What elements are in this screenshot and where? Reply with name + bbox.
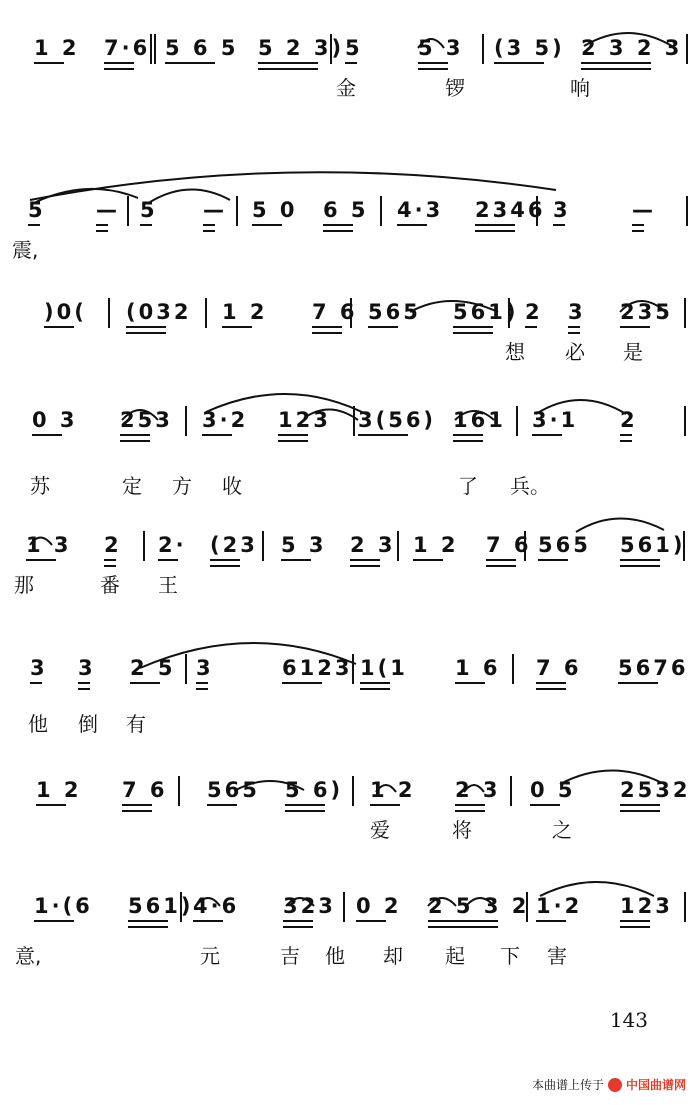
footer-brand: 中国曲谱网 xyxy=(625,1078,686,1092)
note-group: (3 5) xyxy=(494,36,565,60)
duration-underline xyxy=(455,804,485,812)
note-group: 2 3 2 3 xyxy=(581,36,683,60)
bar-line xyxy=(330,34,332,64)
duration-underline xyxy=(202,434,232,436)
note-group: 1 2 xyxy=(222,300,268,324)
note-group: — xyxy=(203,198,227,222)
site-logo-icon xyxy=(608,1078,622,1092)
duration-underline xyxy=(203,224,215,232)
lyric-char: 吉 xyxy=(280,944,300,968)
duration-underline xyxy=(44,326,74,328)
note-group: 5 xyxy=(140,198,158,222)
note-group: 1 2 xyxy=(34,36,80,60)
duration-underline xyxy=(252,224,282,226)
duration-underline xyxy=(78,682,90,690)
duration-underline xyxy=(282,682,322,684)
note-group: 1·(6 xyxy=(34,894,93,918)
lyrics-line xyxy=(0,573,700,603)
bar-line xyxy=(683,531,685,561)
duration-underline xyxy=(530,804,560,806)
duration-underline xyxy=(210,559,240,567)
lyric-char: 那 xyxy=(14,573,34,597)
lyrics-line xyxy=(0,474,700,504)
duration-underline xyxy=(34,62,64,64)
lyric-char: 必 xyxy=(565,340,585,364)
lyric-char: 之 xyxy=(552,818,572,842)
slur xyxy=(576,518,664,532)
note-group: 235 xyxy=(620,300,673,324)
duration-underline xyxy=(323,224,353,232)
note-group: 5 3 xyxy=(281,533,327,557)
note-group: 561) xyxy=(128,894,194,918)
note-group: 5 0 xyxy=(252,198,298,222)
duration-underline xyxy=(532,434,562,436)
lyrics-line xyxy=(0,340,700,370)
duration-underline xyxy=(120,434,150,442)
bar-line xyxy=(536,196,538,226)
duration-underline xyxy=(620,920,650,928)
note-group: 5 xyxy=(28,198,46,222)
bar-line xyxy=(352,654,354,684)
bar-line xyxy=(352,776,354,806)
lyric-char: 将 xyxy=(452,818,472,842)
page-number: 143 xyxy=(609,1008,648,1032)
lyric-char: 震, xyxy=(12,238,39,262)
note-group: 161 xyxy=(453,408,506,432)
note-group: 2532 xyxy=(620,778,691,802)
lyric-char: 收 xyxy=(222,474,242,498)
note-group: 253 xyxy=(120,408,173,432)
note-group: 3 xyxy=(78,656,96,680)
footer-watermark xyxy=(532,1076,686,1093)
bar-line xyxy=(510,776,512,806)
lyric-char: 却 xyxy=(383,944,403,968)
duration-underline xyxy=(126,326,166,334)
note-group: 3 xyxy=(30,656,48,680)
bar-line xyxy=(154,34,156,64)
duration-underline xyxy=(285,804,325,812)
note-group: 7 6 xyxy=(122,778,168,802)
note-group: 565 xyxy=(538,533,591,557)
duration-underline xyxy=(281,559,311,561)
duration-underline xyxy=(283,920,313,928)
bar-line xyxy=(526,892,528,922)
lyric-char: 响 xyxy=(570,76,590,100)
note-group: 1 2 xyxy=(413,533,459,557)
note-group: 3·1 xyxy=(532,408,579,432)
duration-underline xyxy=(618,682,658,684)
note-group: 0 5 xyxy=(530,778,576,802)
note-group: 3(56) xyxy=(358,408,437,432)
duration-underline xyxy=(104,559,116,567)
bar-line xyxy=(185,654,187,684)
note-group: 5 6) xyxy=(285,778,344,802)
duration-underline xyxy=(581,62,651,70)
note-group: 2 xyxy=(620,408,638,432)
note-group: 5 6 5 xyxy=(165,36,239,60)
duration-underline xyxy=(455,682,485,684)
bar-line xyxy=(512,654,514,684)
lyric-char: 锣 xyxy=(445,76,465,100)
lyrics-line xyxy=(0,238,700,268)
duration-underline xyxy=(632,224,644,232)
note-group: (032 xyxy=(126,300,192,324)
duration-underline xyxy=(486,559,516,567)
bar-line xyxy=(516,406,518,436)
note-group: 2· xyxy=(158,533,187,557)
duration-underline xyxy=(453,434,483,442)
note-group: 6 5 xyxy=(323,198,369,222)
bar-line xyxy=(143,531,145,561)
duration-underline xyxy=(196,682,208,690)
slur xyxy=(30,172,556,200)
lyrics-line xyxy=(0,76,700,106)
note-group: 2 5 3 2 xyxy=(428,894,530,918)
note-group: 4·6 xyxy=(193,894,240,918)
note-group: 7 6 xyxy=(536,656,582,680)
lyric-char: 他 xyxy=(325,944,345,968)
note-group: 2 3 xyxy=(350,533,396,557)
note-group: 1 2 xyxy=(36,778,82,802)
note-group: 5 3 xyxy=(418,36,464,60)
duration-underline xyxy=(158,559,178,561)
duration-underline xyxy=(96,224,108,232)
duration-underline xyxy=(536,682,566,690)
note-group: 561) xyxy=(453,300,519,324)
bar-line xyxy=(262,531,264,561)
lyric-char: 意, xyxy=(15,944,42,968)
lyric-char: 了 xyxy=(458,474,478,498)
note-group: 7 6 xyxy=(486,533,532,557)
bar-line xyxy=(353,406,355,436)
note-group: 561) xyxy=(620,533,686,557)
note-group: 2 xyxy=(525,300,543,324)
duration-underline xyxy=(345,62,357,64)
lyric-char: 金 xyxy=(336,76,356,100)
bar-line xyxy=(108,298,110,328)
duration-underline xyxy=(278,434,308,442)
note-group: 5 2 3) xyxy=(258,36,345,60)
lyric-char: 有 xyxy=(126,712,146,736)
duration-underline xyxy=(28,224,40,226)
note-group: 2 xyxy=(104,533,122,557)
duration-underline xyxy=(26,559,56,561)
lyric-char: 起 xyxy=(445,944,465,968)
duration-underline xyxy=(397,224,427,226)
note-group: 1 2 xyxy=(370,778,416,802)
note-group: 323 xyxy=(283,894,336,918)
duration-underline xyxy=(413,559,443,561)
lyrics-line xyxy=(0,818,700,848)
duration-underline xyxy=(130,682,160,684)
footer-upload-text: 本曲谱上传于 xyxy=(531,1078,604,1092)
note-group: 2346 xyxy=(475,198,546,222)
duration-underline xyxy=(475,224,515,232)
note-group: 1 6 xyxy=(455,656,501,680)
bar-line xyxy=(127,196,129,226)
duration-underline xyxy=(222,326,252,328)
duration-underline xyxy=(418,62,448,70)
duration-underline xyxy=(258,62,318,70)
slur xyxy=(36,189,138,202)
note-group: 3 xyxy=(196,656,214,680)
duration-underline xyxy=(32,434,62,436)
bar-line xyxy=(684,892,686,922)
note-group: 565 xyxy=(207,778,260,802)
duration-underline xyxy=(494,62,544,64)
lyric-char: 元 xyxy=(200,944,220,968)
duration-underline xyxy=(536,920,566,922)
bar-line xyxy=(686,196,688,226)
note-group: 3·2 xyxy=(202,408,249,432)
duration-underline xyxy=(370,804,400,806)
duration-underline xyxy=(122,804,152,812)
duration-underline xyxy=(36,804,66,806)
note-group: 0 2 xyxy=(356,894,402,918)
duration-underline xyxy=(358,434,408,436)
duration-underline xyxy=(620,559,660,567)
bar-line xyxy=(508,298,510,328)
duration-underline xyxy=(165,62,215,64)
note-group: 1·2 xyxy=(536,894,583,918)
note-group: 2 5 xyxy=(130,656,176,680)
lyric-char: 苏 xyxy=(30,474,50,498)
duration-underline xyxy=(34,920,74,922)
duration-underline xyxy=(620,326,650,328)
duration-underline xyxy=(30,682,42,684)
duration-underline xyxy=(360,682,390,690)
note-group: (23 xyxy=(210,533,258,557)
duration-underline xyxy=(568,326,580,334)
lyric-char: 他 xyxy=(28,712,48,736)
note-group: 1 3 xyxy=(26,533,72,557)
lyric-char: 方 xyxy=(172,474,192,498)
bar-line xyxy=(150,34,152,64)
duration-underline xyxy=(140,224,152,226)
note-group: 565 xyxy=(368,300,421,324)
lyric-char: 定 xyxy=(122,474,142,498)
duration-underline xyxy=(128,920,168,928)
duration-underline xyxy=(104,62,134,70)
bar-line xyxy=(380,196,382,226)
duration-underline xyxy=(553,224,565,226)
duration-underline xyxy=(356,920,386,922)
duration-underline xyxy=(538,559,568,561)
note-group: 6123 xyxy=(282,656,353,680)
note-group: 2 3 xyxy=(455,778,501,802)
lyric-char: 下 xyxy=(500,944,520,968)
lyric-char: 倒 xyxy=(78,712,98,736)
note-group: 5 xyxy=(345,36,363,60)
lyrics-line xyxy=(0,712,700,742)
duration-underline xyxy=(620,804,660,812)
lyric-char: 兵。 xyxy=(510,474,550,498)
duration-underline xyxy=(525,326,537,328)
bar-line xyxy=(343,892,345,922)
lyric-char: 王 xyxy=(158,573,178,597)
note-group: 3 xyxy=(553,198,571,222)
note-group: 5676 xyxy=(618,656,689,680)
duration-underline xyxy=(453,326,493,334)
bar-line xyxy=(180,892,182,922)
duration-underline xyxy=(620,434,632,442)
note-group: 7·6 xyxy=(104,36,151,60)
duration-underline xyxy=(312,326,342,334)
note-group: )0( xyxy=(44,300,87,324)
lyrics-line xyxy=(0,944,700,974)
bar-line xyxy=(185,406,187,436)
lyric-char: 想 xyxy=(505,340,525,364)
bar-line xyxy=(686,34,688,64)
duration-underline xyxy=(368,326,398,328)
duration-underline xyxy=(428,920,498,928)
note-group: 1(1 xyxy=(360,656,408,680)
bar-line xyxy=(684,298,686,328)
note-group: — xyxy=(632,198,656,222)
lyric-char: 害 xyxy=(547,944,567,968)
bar-line xyxy=(397,531,399,561)
bar-line xyxy=(236,196,238,226)
duration-underline xyxy=(350,559,380,567)
lyric-char: 爱 xyxy=(370,818,390,842)
bar-line xyxy=(524,531,526,561)
bar-line xyxy=(350,298,352,328)
bar-line xyxy=(482,34,484,64)
note-group: 123 xyxy=(620,894,673,918)
note-group: — xyxy=(96,198,120,222)
bar-line xyxy=(684,406,686,436)
note-group: 123 xyxy=(278,408,331,432)
note-group: 3 xyxy=(568,300,586,324)
bar-line xyxy=(178,776,180,806)
duration-underline xyxy=(207,804,237,806)
note-group: 4·3 xyxy=(397,198,444,222)
bar-line xyxy=(205,298,207,328)
lyric-char: 番 xyxy=(100,573,120,597)
note-group: 0 3 xyxy=(32,408,78,432)
note-group: 7 6 xyxy=(312,300,358,324)
duration-underline xyxy=(193,920,223,922)
lyric-char: 是 xyxy=(623,340,643,364)
